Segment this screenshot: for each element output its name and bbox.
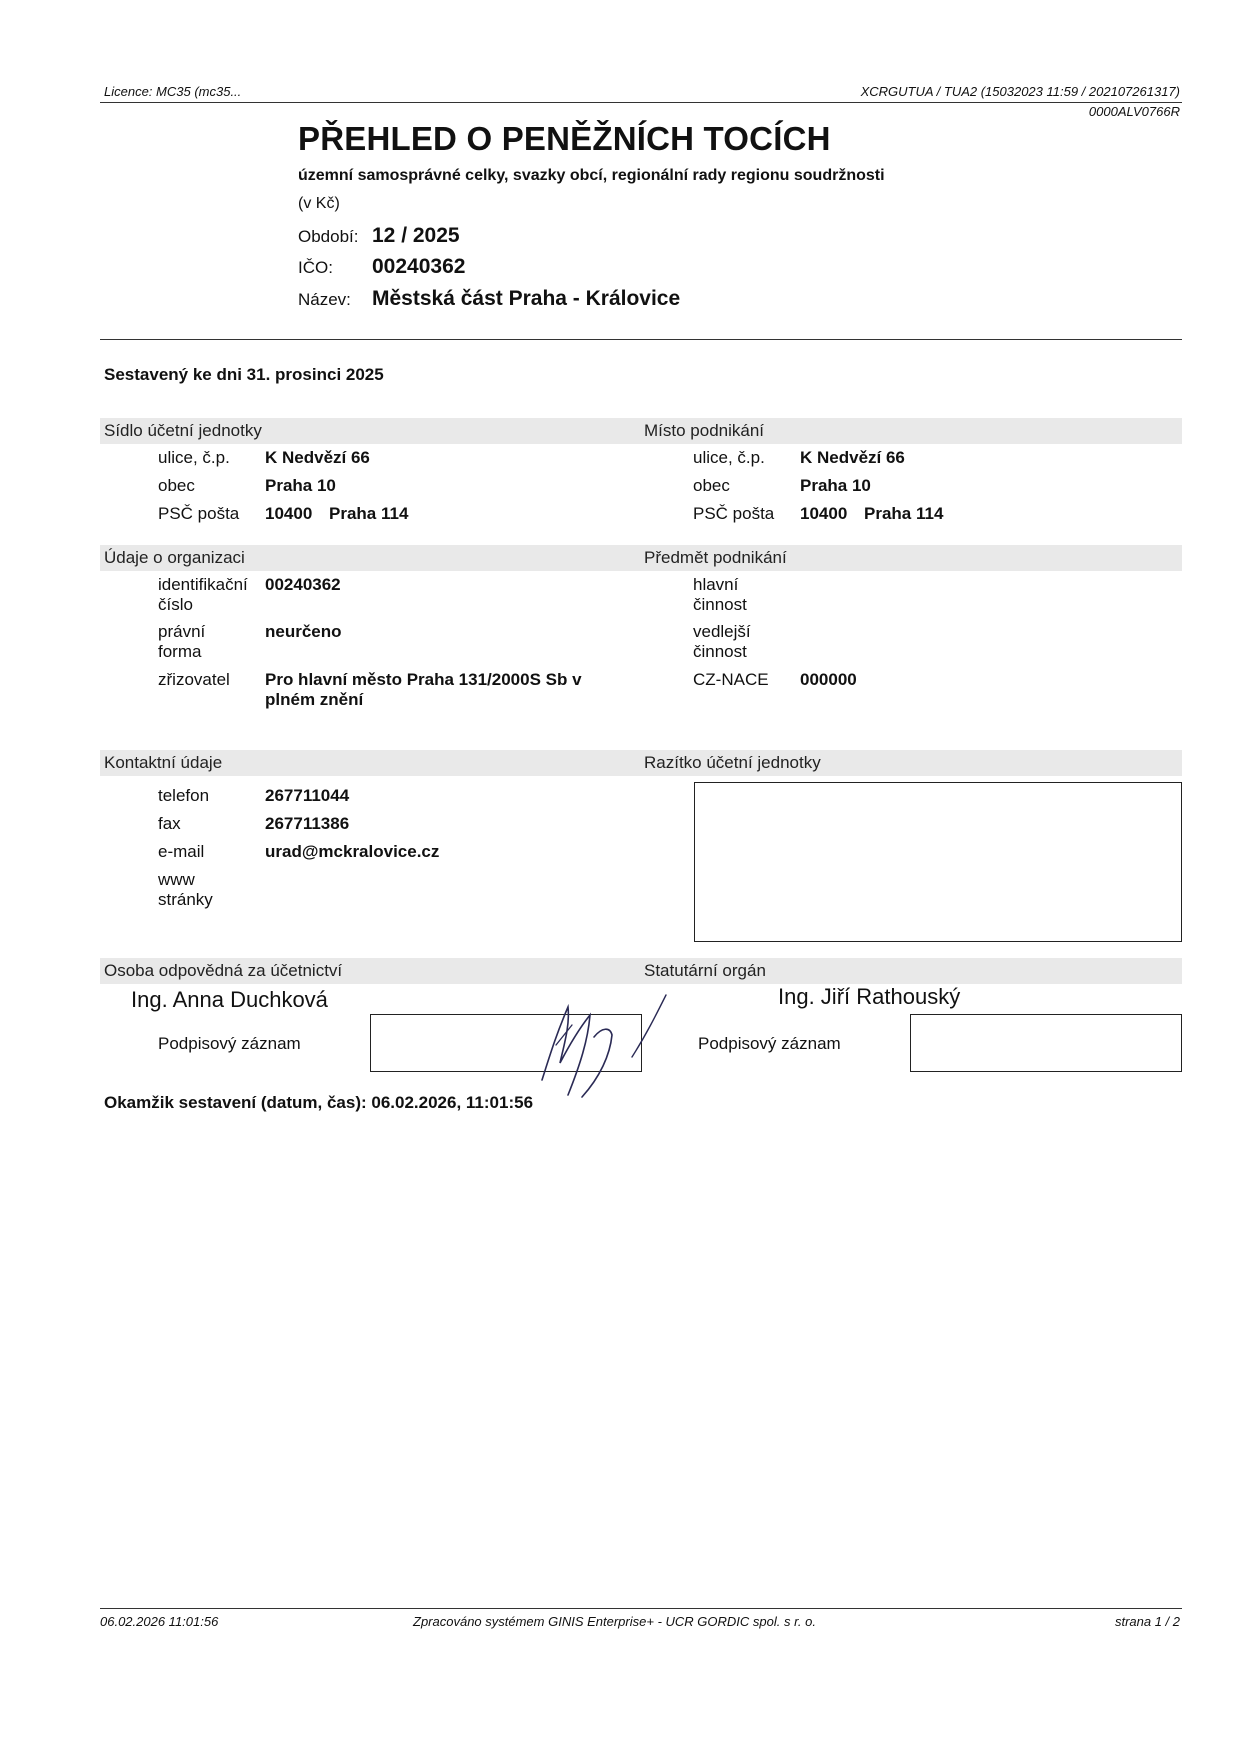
accountant-signature-label: Podpisový záznam	[158, 1034, 301, 1053]
org-legal-label-1: právní	[158, 622, 206, 641]
report-subtitle: územní samosprávné celky, svazky obcí, regionální rady regionu soudržnosti	[298, 167, 885, 184]
business-subject-heading-band	[640, 545, 1182, 571]
seat-street-label: ulice, č.p.	[158, 448, 230, 467]
seat-zip-label: PSČ pošta	[158, 504, 240, 523]
email-value: urad@mckralovice.cz	[265, 842, 440, 861]
org-founder-value-2: plném znění	[265, 690, 364, 709]
stamp-box	[694, 782, 1182, 942]
stamp-heading-band	[640, 750, 1182, 776]
seat-zip-value: 10400	[265, 504, 313, 523]
handwritten-signature	[520, 985, 690, 1105]
seat-heading-band	[100, 418, 640, 444]
bp-street-label: ulice, č.p.	[693, 448, 765, 467]
currency-unit: (v Kč)	[298, 195, 340, 212]
seat-post-value: Praha 114	[329, 504, 409, 523]
statutory-heading: Statutární orgán	[644, 961, 766, 980]
bp-street-value: K Nedvězí 66	[800, 448, 905, 467]
bs-nace-label: CZ-NACE	[693, 670, 769, 689]
stamp-heading: Razítko účetní jednotky	[644, 753, 821, 772]
form-code: 0000ALV0766R	[1088, 104, 1180, 119]
period-label: Období:	[298, 227, 359, 246]
accountant-name: Ing. Anna Duchková	[131, 987, 328, 1012]
footer-processed-by: Zpracováno systémem GINIS Enterprise+ - UCR GORDIC spol. s r. o.	[413, 1614, 816, 1629]
name-label: Název:	[298, 290, 351, 309]
generated-at: Okamžik sestavení (datum, čas): 06.02.2026, 11:01:56	[104, 1093, 534, 1112]
bp-city-label: obec	[693, 476, 730, 495]
email-label: e-mail	[158, 842, 205, 861]
org-id-label-1: identifikační	[158, 575, 248, 594]
accountant-heading-band	[100, 958, 640, 984]
compiled-as-of: Sestavený ke dni 31. prosinci 2025	[104, 365, 384, 384]
bp-post-value: Praha 114	[864, 504, 944, 523]
bp-zip-value: 10400	[800, 504, 848, 523]
contact-heading: Kontaktní údaje	[104, 753, 223, 772]
bp-city-value: Praha 10	[800, 476, 871, 495]
org-id-value: 00240362	[265, 575, 341, 594]
period-value: 12 / 2025	[372, 224, 460, 247]
organization-heading: Údaje o organizaci	[104, 548, 245, 567]
footer-timestamp: 06.02.2026 11:01:56	[100, 1614, 219, 1629]
fax-value: 267711386	[265, 814, 350, 833]
statutory-heading-band	[640, 958, 1182, 984]
ico-value: 00240362	[372, 255, 466, 278]
header-rule	[100, 102, 1182, 103]
system-code: XCRGUTUA / TUA2 (15032023 11:59 / 202107261317)	[860, 84, 1180, 99]
org-founder-label: zřizovatel	[158, 670, 230, 689]
accountant-heading: Osoba odpovědná za účetnictví	[104, 961, 343, 980]
org-id-label-2: číslo	[158, 595, 193, 614]
www-label-1: www	[158, 870, 195, 889]
licence-text: Licence: MC35 (mc35...	[104, 84, 242, 99]
ico-label: IČO:	[298, 258, 333, 277]
statutory-name: Ing. Jiří Rathouský	[778, 984, 961, 1009]
seat-city-label: obec	[158, 476, 195, 495]
www-label-2: stránky	[158, 890, 213, 909]
business-place-heading-band	[640, 418, 1182, 444]
report-title: PŘEHLED O PENĚŽNÍCH TOCÍCH	[298, 120, 831, 157]
phone-value: 267711044	[265, 786, 350, 805]
bs-main-label-2: činnost	[693, 595, 747, 614]
contact-heading-band	[100, 750, 640, 776]
organization-heading-band	[100, 545, 640, 571]
bs-side-label-1: vedlejší	[693, 622, 751, 641]
name-value: Městská část Praha - Královice	[372, 287, 681, 310]
bs-nace-value: 000000	[800, 670, 857, 689]
footer-rule	[100, 1608, 1182, 1609]
seat-city-value: Praha 10	[265, 476, 336, 495]
org-legal-label-2: forma	[158, 642, 202, 661]
bs-side-label-2: činnost	[693, 642, 747, 661]
seat-street-value: K Nedvězí 66	[265, 448, 370, 467]
bp-zip-label: PSČ pošta	[693, 504, 775, 523]
business-place-heading: Místo podnikání	[644, 421, 765, 440]
phone-label: telefon	[158, 786, 210, 805]
business-subject-heading: Předmět podnikání	[644, 548, 787, 567]
statutory-signature-label: Podpisový záznam	[698, 1034, 841, 1053]
org-founder-value-1: Pro hlavní město Praha 131/2000S Sb v	[265, 670, 582, 689]
bs-main-label-1: hlavní	[693, 575, 739, 594]
fax-label: fax	[158, 814, 181, 833]
org-legal-value: neurčeno	[265, 622, 342, 641]
seat-heading: Sídlo účetní jednotky	[104, 421, 262, 440]
footer-page: strana 1 / 2	[1114, 1614, 1180, 1629]
statutory-signature-box	[910, 1014, 1182, 1072]
title-rule	[100, 339, 1182, 340]
